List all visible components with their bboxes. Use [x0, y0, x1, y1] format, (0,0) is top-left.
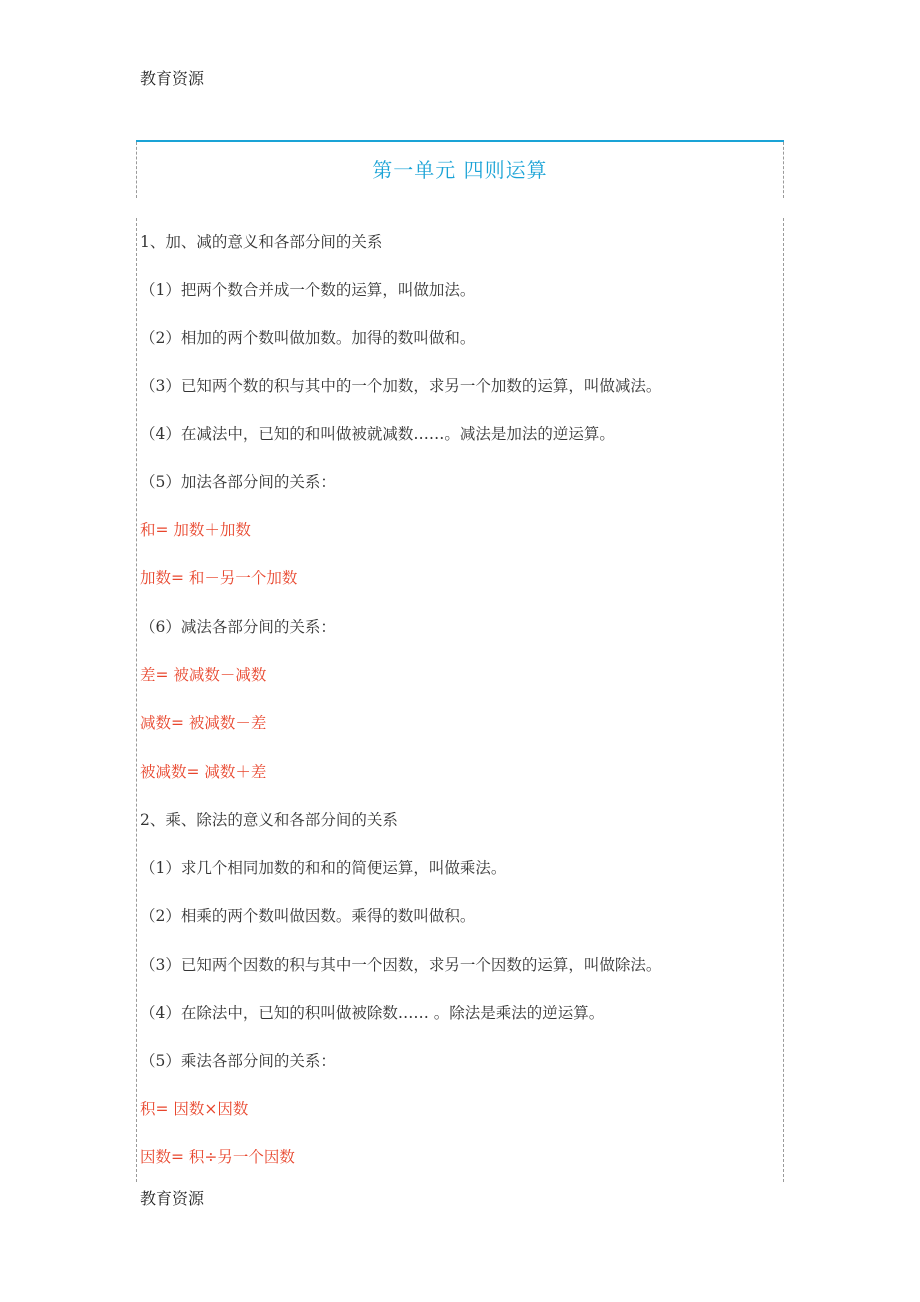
unit-title: 第一单元 四则运算 [372, 158, 548, 182]
content-box [136, 218, 784, 1182]
formula-line: 减数= 被减数－差 [140, 714, 267, 732]
content-line: （2）相加的两个数叫做加数。加得的数叫做和。 [140, 329, 476, 347]
content-line: （2）相乘的两个数叫做因数。乘得的数叫做积。 [140, 907, 476, 925]
content-line: （5）乘法各部分间的关系： [140, 1052, 336, 1070]
content-line: （4）在除法中，已知的积叫做被除数…… 。除法是乘法的逆运算。 [140, 1004, 605, 1022]
formula-line: 因数= 积÷另一个因数 [140, 1148, 295, 1166]
content-line: （1）求几个相同加数的和和的简便运算，叫做乘法。 [140, 859, 507, 877]
content-line: （3）已知两个数的积与其中的一个加数，求另一个加数的运算，叫做减法。 [140, 377, 662, 395]
content-line: （5）加法各部分间的关系： [140, 473, 336, 491]
title-box [136, 140, 784, 198]
content-line: （3）已知两个因数的积与其中一个因数，求另一个因数的运算，叫做除法。 [140, 956, 662, 974]
section-heading: 2、乘、除法的意义和各部分间的关系 [140, 811, 398, 829]
formula-line: 加数= 和－另一个加数 [140, 569, 298, 587]
page-header: 教育资源 [140, 69, 205, 88]
section-heading: 1、加、减的意义和各部分间的关系 [140, 233, 383, 251]
content-line: （1）把两个数合并成一个数的运算，叫做加法。 [140, 281, 476, 299]
formula-line: 和= 加数＋加数 [140, 521, 251, 539]
content-line: （4）在减法中，已知的和叫做被就减数……。减法是加法的逆运算。 [140, 425, 615, 443]
formula-line: 被减数= 减数＋差 [140, 763, 267, 781]
formula-line: 积= 因数×因数 [140, 1100, 249, 1118]
content-line: （6）减法各部分间的关系： [140, 618, 336, 636]
formula-line: 差= 被减数－减数 [140, 666, 267, 684]
page-footer: 教育资源 [140, 1189, 205, 1208]
